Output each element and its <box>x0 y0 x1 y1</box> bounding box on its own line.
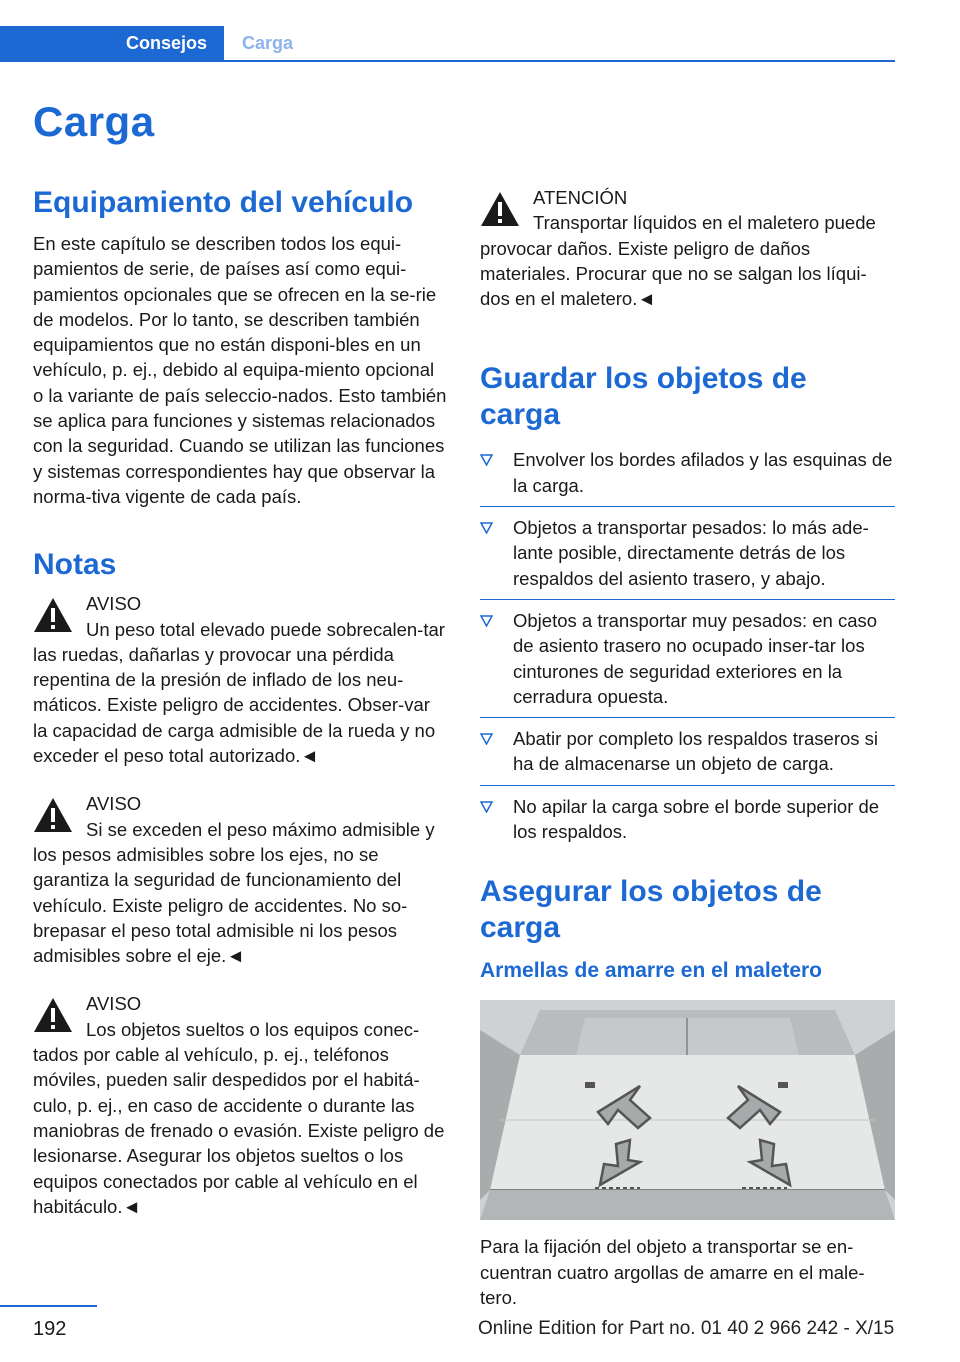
warning-icon <box>33 597 73 633</box>
attention-text: Transportar líquidos en el maletero puede provocar daños. Existe peligro de daños materiales. Procurar que no se salgan los líqui-dos en el maletero.◄ <box>480 212 876 310</box>
warning-icon <box>480 191 520 227</box>
page-title: Carga <box>33 98 155 145</box>
heading-armellas: Armellas de amarre en el maletero <box>480 959 823 983</box>
tab-carga[interactable]: Carga <box>242 33 294 53</box>
footer-edition: Online Edition for Part no. 01 40 2 966 242 - X/15 <box>478 1318 895 1339</box>
attention-block <box>480 185 895 311</box>
list-item <box>480 726 895 786</box>
list-item-text: Abatir por completo los respaldos traseros si ha de almacenarse un objeto de carga. <box>513 728 879 775</box>
heading-asegurar: Asegurar los objetos de carga <box>480 875 822 945</box>
warning-icon <box>33 997 73 1033</box>
tab-consejos[interactable]: Consejos <box>0 26 224 60</box>
triangle-bullet-icon <box>480 454 493 466</box>
illustration-caption: Para la fijación del objeto a transportar se en-cuentran cuatro argollas de amarre en el male-tero. <box>480 1236 865 1308</box>
triangle-bullet-icon <box>480 522 493 534</box>
warning-block-1 <box>33 591 448 768</box>
warning-block-3 <box>33 991 448 1219</box>
heading-notas: Notas <box>33 548 117 582</box>
warning-heading: AVISO <box>86 993 142 1015</box>
triangle-bullet-icon <box>480 733 493 745</box>
warning-text: Si se exceden el peso máximo admisible y los pesos admisibles sobre los ejes, no se garantiza la seguridad de funcionamiento del vehículo. Existe peligro de accidentes. No so-brepasar el peso total admisible ni los pesos admisibles sobre el eje.◄ <box>33 818 435 967</box>
list-item <box>480 794 895 853</box>
attention-heading: ATENCIÓN <box>533 187 628 208</box>
list-item-text: Objetos a transportar muy pesados: en caso de asiento trasero no ocupado inser-tar los cinturones de seguridad exteriores en la cerradura opuesta. <box>513 609 878 707</box>
warning-heading: AVISO <box>86 793 142 815</box>
warning-text: Los objetos sueltos o los equipos conec-tados por cable al vehículo, p. ej., teléfonos móviles, pueden salir despedidos por el habitá-culo, p. ej., en caso de accidente o durante las maniobras de frenado o evasión. Existe peligro de lesionarse. Asegurar los objetos sueltos o los equipos conectados por cable al vehículo en el habitáculo.◄ <box>33 1018 445 1217</box>
triangle-bullet-icon <box>480 801 493 813</box>
equipamiento-text: En este capítulo se describen todos los equi-pamientos de serie, de países así como equi-pamientos opcionales que se ofrecen en la se-rie de modelos. Por lo tanto, se describen también equipamientos que no están disponi-bles en un vehículo, p. ej., debido al equipa-miento opcional o la variante de país seleccio-nados. Esto también se aplica para funciones y sistemas relacionados con la seguridad. Cuando se utilizan las funciones y sistemas correspondientes hay que observar la norma-tiva vigente de cada país. <box>33 233 447 507</box>
left-column <box>33 185 448 1219</box>
warning-block-2 <box>33 791 448 968</box>
right-column <box>480 185 895 1310</box>
warning-text: Un peso total elevado puede sobrecalen-tar las ruedas, dañarlas y provocar una pérdida repentina de la presión de inflado de los neu-máticos. Existe peligro de accidentes. Obser-var la capacidad de carga admisible de la rueda y no exceder el peso total autorizado.◄ <box>33 618 445 767</box>
warning-icon <box>33 797 73 833</box>
trunk-illustration <box>480 1000 895 1220</box>
triangle-bullet-icon <box>480 615 493 627</box>
guardar-list <box>480 447 895 852</box>
page-number: 192 <box>33 1318 67 1340</box>
heading-equipamiento: Equipamiento del vehículo <box>33 186 414 219</box>
list-item-text: Envolver los bordes afilados y las esquinas de la carga. <box>513 449 893 496</box>
warning-heading: AVISO <box>86 593 142 615</box>
list-item-text: Objetos a transportar pesados: lo más ade-lante posible, directamente detrás de los respaldos del asiento trasero, y abajo. <box>513 517 869 589</box>
list-item <box>480 515 895 600</box>
header-tabbar <box>0 26 895 62</box>
list-item <box>480 447 895 507</box>
heading-guardar: Guardar los objetos de carga <box>480 362 807 432</box>
footer-divider <box>0 1305 97 1307</box>
list-item <box>480 608 895 718</box>
list-item-text: No apilar la carga sobre el borde superior de los respaldos. <box>513 795 880 843</box>
